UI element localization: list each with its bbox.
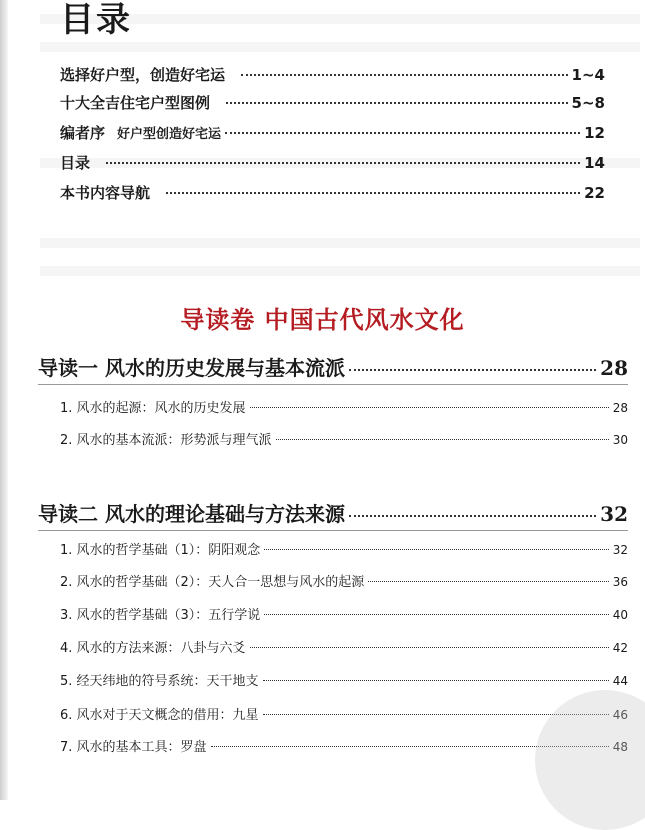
- page-title: 目录: [60, 0, 132, 40]
- section-entry[interactable]: [60, 397, 628, 416]
- bleed-through-text: [40, 266, 640, 276]
- dot-leader: [225, 132, 580, 134]
- section-page: 46: [612, 708, 628, 722]
- toc-entry-label: 目录: [60, 154, 91, 172]
- toc-entry-subtitle: 好户型创造好宅运: [117, 127, 222, 142]
- chapter-entry[interactable]: [38, 498, 628, 527]
- toc-entry[interactable]: [60, 64, 605, 85]
- section-page: 28: [612, 401, 628, 415]
- toc-entry-page: 14: [584, 154, 605, 172]
- section-label: 1. 风水的哲学基础（1）：阴阳观念: [60, 543, 261, 558]
- toc-entry-page: 12: [584, 124, 605, 142]
- section-label: 5. 经天纬地的符号系统：天干地支: [60, 674, 259, 689]
- section-page: 48: [612, 740, 628, 754]
- section-entry[interactable]: [60, 670, 628, 689]
- toc-entry-page: 22: [584, 184, 605, 202]
- section-entry[interactable]: [60, 604, 628, 623]
- chapter-page: 32: [600, 502, 628, 526]
- section-entry[interactable]: [60, 429, 628, 448]
- dot-leader: [368, 581, 608, 582]
- dot-leader: [349, 369, 596, 371]
- dot-leader: [264, 614, 608, 615]
- toc-entry-page: 1~4: [571, 66, 605, 84]
- section-label: 2. 风水的基本流派：形势派与理气派: [60, 433, 272, 448]
- toc-entry-label: 选择好户型，创造好宅运: [60, 66, 226, 84]
- dot-leader: [276, 439, 609, 440]
- section-label: 4. 风水的方法来源：八卦与六爻: [60, 641, 246, 656]
- toc-entry[interactable]: [60, 152, 605, 173]
- section-label: 1. 风水的起源：风水的历史发展: [60, 401, 246, 416]
- toc-entry[interactable]: [60, 92, 605, 113]
- chapter-title: 导读一 风水的历史发展与基本流派: [38, 356, 345, 380]
- volume-title: 导读卷 中国古代风水文化: [180, 306, 465, 334]
- section-label: 3. 风水的哲学基础（3）：五行学说: [60, 608, 261, 623]
- chapter-rule: [38, 530, 628, 531]
- chapter-page: 28: [600, 356, 628, 380]
- dot-leader: [106, 162, 580, 164]
- section-entry[interactable]: [60, 704, 628, 723]
- section-label: 7. 风水的基本工具：罗盘: [60, 740, 207, 755]
- toc-entry[interactable]: [60, 182, 605, 203]
- toc-entry[interactable]: [60, 122, 605, 143]
- bleed-through-text: [40, 238, 640, 248]
- section-label: 2. 风水的哲学基础（2）：天人合一思想与风水的起源: [60, 575, 365, 590]
- page-binding-shadow: [0, 0, 8, 800]
- toc-entry-label: 本书内容导航: [60, 184, 151, 202]
- toc-entry-label: 十大全吉住宅户型图例: [60, 94, 211, 112]
- section-entry[interactable]: [60, 571, 628, 590]
- bleed-through-text: [40, 42, 640, 52]
- section-page: 42: [612, 641, 628, 655]
- section-page: 36: [612, 575, 628, 589]
- toc-entry-label: 编者序: [60, 124, 106, 142]
- chapter-title: 导读二 风水的理论基础与方法来源: [38, 502, 345, 526]
- dot-leader: [241, 74, 568, 76]
- dot-leader: [250, 647, 609, 648]
- dot-leader: [166, 192, 580, 194]
- dot-leader: [250, 407, 609, 408]
- section-page: 44: [612, 674, 628, 688]
- chapter-entry[interactable]: [38, 352, 628, 381]
- dot-leader: [349, 515, 596, 517]
- chapter-rule: [38, 384, 628, 385]
- section-entry[interactable]: [60, 637, 628, 656]
- section-page: 40: [612, 608, 628, 622]
- dot-leader: [263, 680, 609, 681]
- section-entry[interactable]: [60, 539, 628, 558]
- section-label: 6. 风水对于天文概念的借用：九星: [60, 708, 259, 723]
- toc-entry-page: 5~8: [571, 94, 605, 112]
- dot-leader: [226, 102, 568, 104]
- section-page: 30: [612, 433, 628, 447]
- section-page: 32: [612, 543, 628, 557]
- dot-leader: [264, 549, 608, 550]
